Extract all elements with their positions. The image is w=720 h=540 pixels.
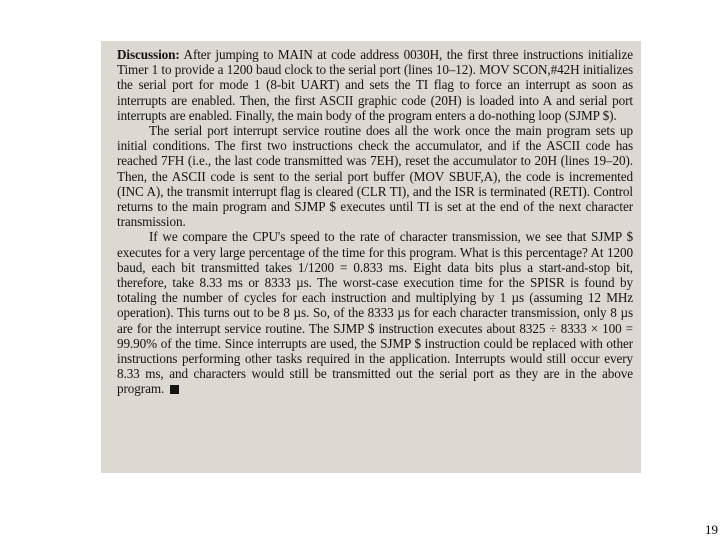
paragraph-3-text: If we compare the CPU's speed to the rate of character transmission, we see that SJMP $ executes for a very large percentage of the time for this program. What is this percentage? At 1200 baud, each bit transmitted takes 1/1200 = 0.833 ms. Eight data bits plus a start-and-stop bit, therefore, take 8.33 ms or 8333 µs. The worst-case execution time for the SPISR is found by totaling the number of cycles for each instruction and multiplying by 1 µs (assuming 12 MHz operation). This turns out to be 8 µs. So, of the 8333 µs for each character transmission, only 8 µs are for the interrupt service routine. The SJMP $ instruction executes about 8325 ÷ 8333 × 100 = 99.90% of the time. Since interrupts are used, the SJMP $ instruction could be replaced with other instructions performing other tasks required in the application. Interrupts would still occur every 8.33 ms, and characters would still be transmitted out the serial port as they are in the above program. — [117, 229, 633, 397]
paragraph-1-text: After jumping to MAIN at code address 0030H, the first three instructions initialize Timer 1 to provide a 1200 baud clock to the serial port (lines 10–12). MOV SCON,#42H initializes the serial port for mode 1 (8-bit UART) and sets the TI flag to force an interrupt as soon as interrupts are enabled. Then, the first ASCII graphic code (20H) is loaded into A and serial port interrupts are enabled. Finally, the main body of the program enters a do-nothing loop (SJMP $). — [117, 47, 633, 123]
discussion-paragraph-2: The serial port interrupt service routine does all the work once the main program sets up initial conditions. The first two instructions check the accumulator, and if the ASCII code has reached 7FH (i.e., the last code transmitted was 7EH), reset the accumulator to 20H (lines 19–20). Then, the ASCII code is sent to the serial port buffer (MOV SBUF,A), the code is incremented (INC A), the transmit interrupt flag is cleared (CLR TI), and the ISR is terminated (RETI). Control returns to the main program and SJMP $ executes until TI is set at the end of the next character transmission. — [117, 123, 633, 230]
discussion-heading: Discussion: — [117, 47, 180, 62]
end-of-discussion-mark — [170, 385, 179, 394]
page-number: 19 — [705, 522, 718, 537]
discussion-paragraph-3 — [117, 229, 633, 396]
discussion-paragraph-1 — [117, 47, 633, 123]
scanned-text-block — [101, 41, 641, 473]
